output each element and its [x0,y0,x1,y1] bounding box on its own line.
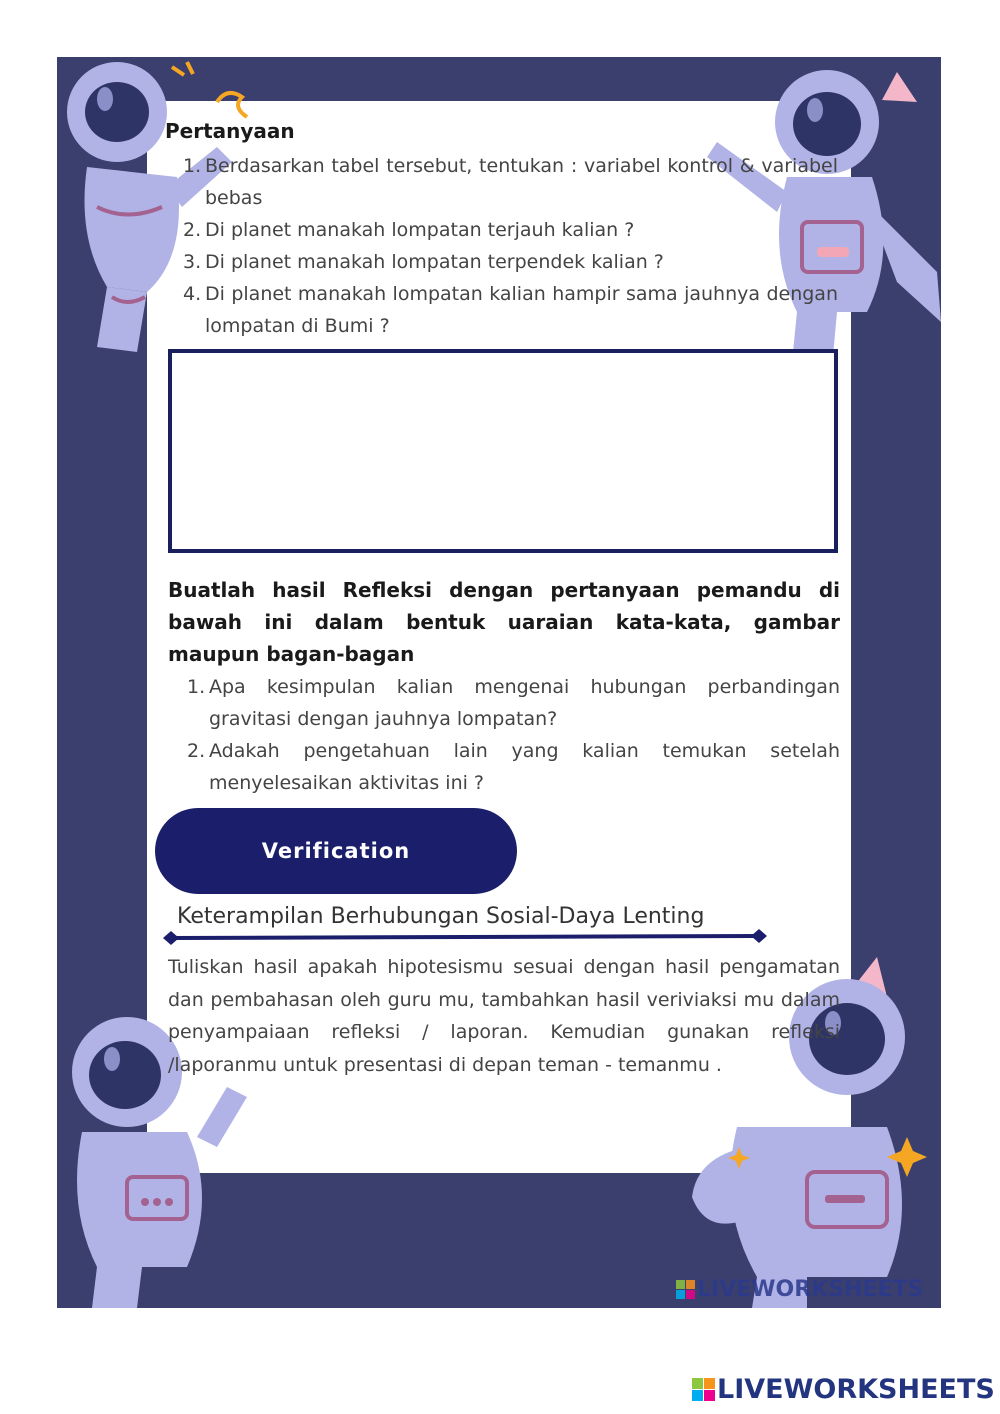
reflection-list [187,671,840,799]
questions-title: Pertanyaan [165,119,295,143]
reflection-title: Buatlah hasil Refleksi dengan pertanyaan pemandu di bawah ini dalam bentuk uaraian kata-kata, gambar maupun bagan-bagan [168,578,840,666]
liveworksheets-logo-icon [676,1280,695,1299]
questions-list [183,150,838,342]
list-item: 2. Di planet manakah lompatan terjauh kalian ? [183,219,635,241]
list-item: 4. Di planet manakah lompatan kalian hampir sama jauhnya dengan lompatan di Bumi ? [183,283,838,337]
section-label: Keterampilan Berhubungan Sosial-Daya Lenting [177,904,705,929]
liveworksheets-watermark[interactable]: LIVEWORKSHEETS [692,1374,995,1405]
liveworksheets-logo-icon [692,1378,715,1401]
answer-text-box[interactable] [168,349,838,553]
liveworksheets-watermark-inner: LIVEWORKSHEETS [676,1277,923,1302]
list-item: 1. Apa kesimpulan kalian mengenai hubungan perbandingan gravitasi dengan jauhnya lompatan? [187,676,840,730]
list-item: 2. Adakah pengetahuan lain yang kalian temukan setelah menyelesaikan aktivitas ini ? [187,740,840,794]
verification-button[interactable]: Verification [155,808,517,894]
list-item: 3. Di planet manakah lompatan terpendek kalian ? [183,251,664,273]
list-item: 1. Berdasarkan tabel tersebut, tentukan : variabel kontrol & variabel bebas [183,155,838,209]
section-divider [163,926,769,946]
instruction-paragraph: Tuliskan hasil apakah hipotesismu sesuai dengan hasil pengamatan dan pembahasan oleh guru mu, tambahkan hasil veriviaksi mu dalam penyampaiaan refleksi / laporan. Kemudian gunakan refleksi /laporanmu untuk presentasi di depan teman - temanmu . [168,956,840,1076]
